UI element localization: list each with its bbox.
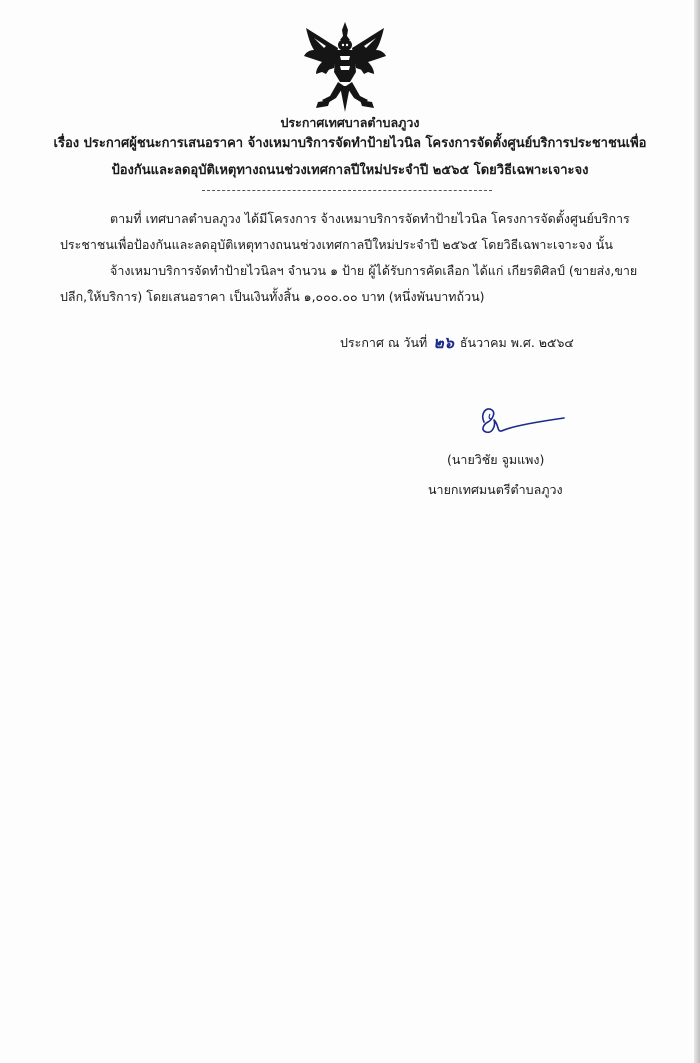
garuda-emblem-icon — [300, 20, 390, 116]
dashed-divider — [202, 190, 492, 191]
page-edge-shadow — [694, 0, 700, 1063]
announcement-date — [340, 334, 574, 352]
signer-name: (นายวิชัย จูมแพง) — [447, 452, 545, 467]
date-day-handwritten: ๒๖ — [433, 333, 454, 352]
subject-line-1: เรื่อง ประกาศผู้ชนะการเสนอราคา จ้างเหมาบริการจัดทำป้ายไวนิล โครงการจัดตั้งศูนย์บริการประชาชนเพื่อ — [53, 136, 647, 151]
date-prefix: ประกาศ ณ วันที่ — [340, 335, 428, 350]
handwritten-signature — [470, 400, 566, 440]
body-line-3: จ้างเหมาบริการจัดทำป้ายไวนิลฯ จำนวน ๑ ป้าย ผู้ได้รับการคัดเลือก ได้แก่ เกียรติศิลป์ (ขายส่ง,ขาย — [110, 263, 638, 278]
body-line-4: ปลีก,ให้บริการ) โดยเสนอราคา เป็นเงินทั้งสิ้น ๑,๐๐๐.๐๐ บาท (หนึ่งพันบาทถ้วน) — [60, 289, 485, 304]
signer-position: นายกเทศมนตรีตำบลภูวง — [428, 482, 563, 497]
body-line-2: ประชาชนเพื่อป้องกันและลดอุบัติเหตุทางถนนช่วงเทศกาลปีใหม่ประจำปี ๒๕๖๕ โดยวิธีเฉพาะเจาะจง นั้น — [60, 237, 613, 252]
date-suffix: ธันวาคม พ.ศ. ๒๕๖๔ — [459, 335, 574, 350]
organization-title: ประกาศเทศบาลตำบลภูวง — [280, 115, 420, 130]
body-line-1: ตามที่ เทศบาลตำบลภูวง ได้มีโครงการ จ้างเหมาบริการจัดทำป้ายไวนิล โครงการจัดตั้งศูนย์บริการ — [110, 211, 630, 226]
subject-line-2: ป้องกันและลดอุบัติเหตุทางถนนช่วงเทศกาลปีใหม่ประจำปี ๒๕๖๕ โดยวิธีเฉพาะเจาะจง — [111, 163, 589, 178]
